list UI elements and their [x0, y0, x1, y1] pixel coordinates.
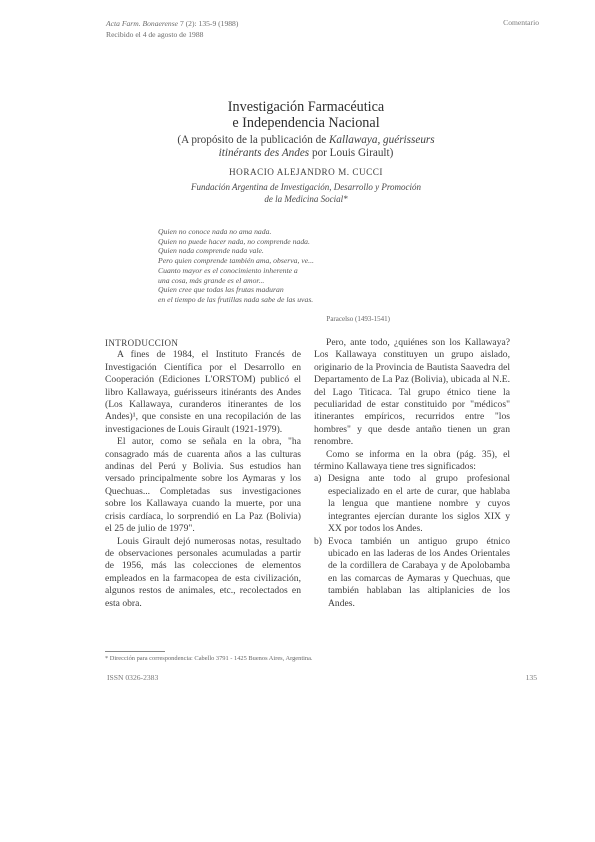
footnote: * Dirección para correspondencia: Cabello 3791 - 1425 Buenos Aires, Argentina.: [105, 655, 313, 662]
article-title: [160, 99, 452, 131]
list-item-text: Evoca también un antiguo grupo étnico ubicado en las laderas de los Andes Orientales de la cordillera de Carabaya y de Apolobamba en las comarcas de Aymaras y Quechuas, que también hablaban las altiplanicies de los Andes.: [328, 535, 510, 609]
journal-name: Acta Farm. Bonaerense: [106, 19, 179, 28]
book-title-part-1: Kallawaya, guérisseurs: [328, 134, 435, 146]
epigraph-line: una cosa, más grande es el amor...: [158, 275, 265, 285]
body-paragraph: El autor, como se señala en la obra, "ha consagrado más de cuarenta años a las culturas andinas del Perú y Bolivia. Sus estudios han versado principalmente sobre los Aymaras y los Quechuas... Completadas sus investigaciones sobre los Kallawaya cuando la muerte, por una crisis cardíaca, lo sorprendió en La Paz (Bolivia) el 25 de julio de 1979".: [105, 436, 301, 535]
journal-citation: [106, 18, 238, 29]
title-line-1: Investigación Farmacéutica: [227, 99, 385, 115]
epigraph-line: Quien nada comprende nada vale.: [158, 246, 264, 256]
article-subtitle: [150, 134, 462, 160]
epigraph-line: Quien no conoce nada no ama nada.: [158, 227, 272, 236]
author-name: HORACIO ALEJANDRO M. CUCCI: [229, 167, 383, 177]
epigraph-line: Cuanto mayor es el conocimiento inherente a: [158, 265, 298, 275]
right-column: [314, 337, 510, 610]
list-item: [314, 536, 510, 610]
list-marker: a): [314, 473, 322, 485]
issn: ISSN 0326-2383: [107, 673, 159, 682]
meaning-list: [314, 473, 510, 609]
page-number: 135: [525, 673, 537, 682]
footnote-rule: [105, 651, 165, 652]
affiliation-line-2: de la Medicina Social*: [264, 193, 348, 204]
volume-info: 7 (2): 135-9 (1988): [178, 19, 239, 28]
book-title-part-2: itinérants des Andes: [218, 147, 310, 159]
subtitle-line-1: [150, 134, 462, 147]
epigraph-line: Quien cree que todas las frutas maduran: [158, 285, 284, 295]
running-header: [106, 18, 238, 40]
title-line-2: e Independencia Nacional: [232, 115, 380, 131]
section-heading: INTRODUCCION: [105, 338, 179, 348]
epigraph-line: Quien no puede hacer nada, no comprende nada.: [158, 236, 310, 246]
left-column: [105, 337, 301, 610]
subtitle-text: (A propósito de la publicación de: [177, 134, 329, 146]
body-paragraph: A fines de 1984, el Instituto Francés de Investigación Científica por el Desarrollo en Cooperación (Ediciones L'ORSTOM) publicó el libro Kallawaya, guérisseurs itinérants des Andes (Los Kallawaya, curanderos itinerantes de los Andes)¹, que consiste en una recopilación de las investigaciones de Louis Girault (1921-1979).: [105, 349, 301, 435]
subtitle-line-2: [150, 147, 462, 160]
section-label: Comentario: [503, 18, 539, 27]
epigraph-line: Pero quien comprende también ama, observa, ve...: [158, 256, 314, 266]
epigraph-line: en el tiempo de las frutillas nada sabe de las uvas.: [158, 294, 314, 304]
body-paragraph: Pero, ante todo, ¿quiénes son los Kallawaya? Los Kallawaya constituyen un grupo aislado, originario de la Provincia de Bautista Saavedra del Departamento de La Paz (Bolivia), ubicada al N.E. del Lago Titicaca. Tal grupo étnico tiene la peculiaridad de estar constituido por "médicos" itinerantes empíricos, recurridos entre "los hombres" y que desde antaño tienen un gran renombre.: [314, 337, 510, 448]
affiliation-line-1: Fundación Argentina de Investigación, Desarrollo y Promoción: [190, 182, 422, 192]
author-affiliation: [160, 182, 452, 205]
subtitle-text-2: por Louis Girault): [309, 147, 394, 159]
body-paragraph: Louis Girault dejó numerosas notas, resultado de observaciones personales acumuladas a partir de 1956, más las colecciones de elementos empleados en la farmacopea de esta civilización, algunos restos de animales, etc., recolectados en esta obra.: [105, 535, 301, 609]
list-item: [314, 473, 510, 535]
body-paragraph: Como se informa en la obra (pág. 35), el término Kallawaya tiene tres significados:: [314, 448, 510, 473]
list-item-text: Designa ante todo al grupo profesional especializado en el arte de curar, que hablaba la lengua que mantiene nombre y cuyos integrantes ejercían durante los siglos XIX y XX por todos los Andes.: [328, 473, 510, 535]
list-marker: b): [314, 535, 322, 547]
epigraph-source: Paracelso (1493-1541): [326, 315, 390, 323]
epigraph: [158, 227, 390, 305]
received-date: Recibido el 4 de agosto de 1988: [106, 30, 204, 39]
